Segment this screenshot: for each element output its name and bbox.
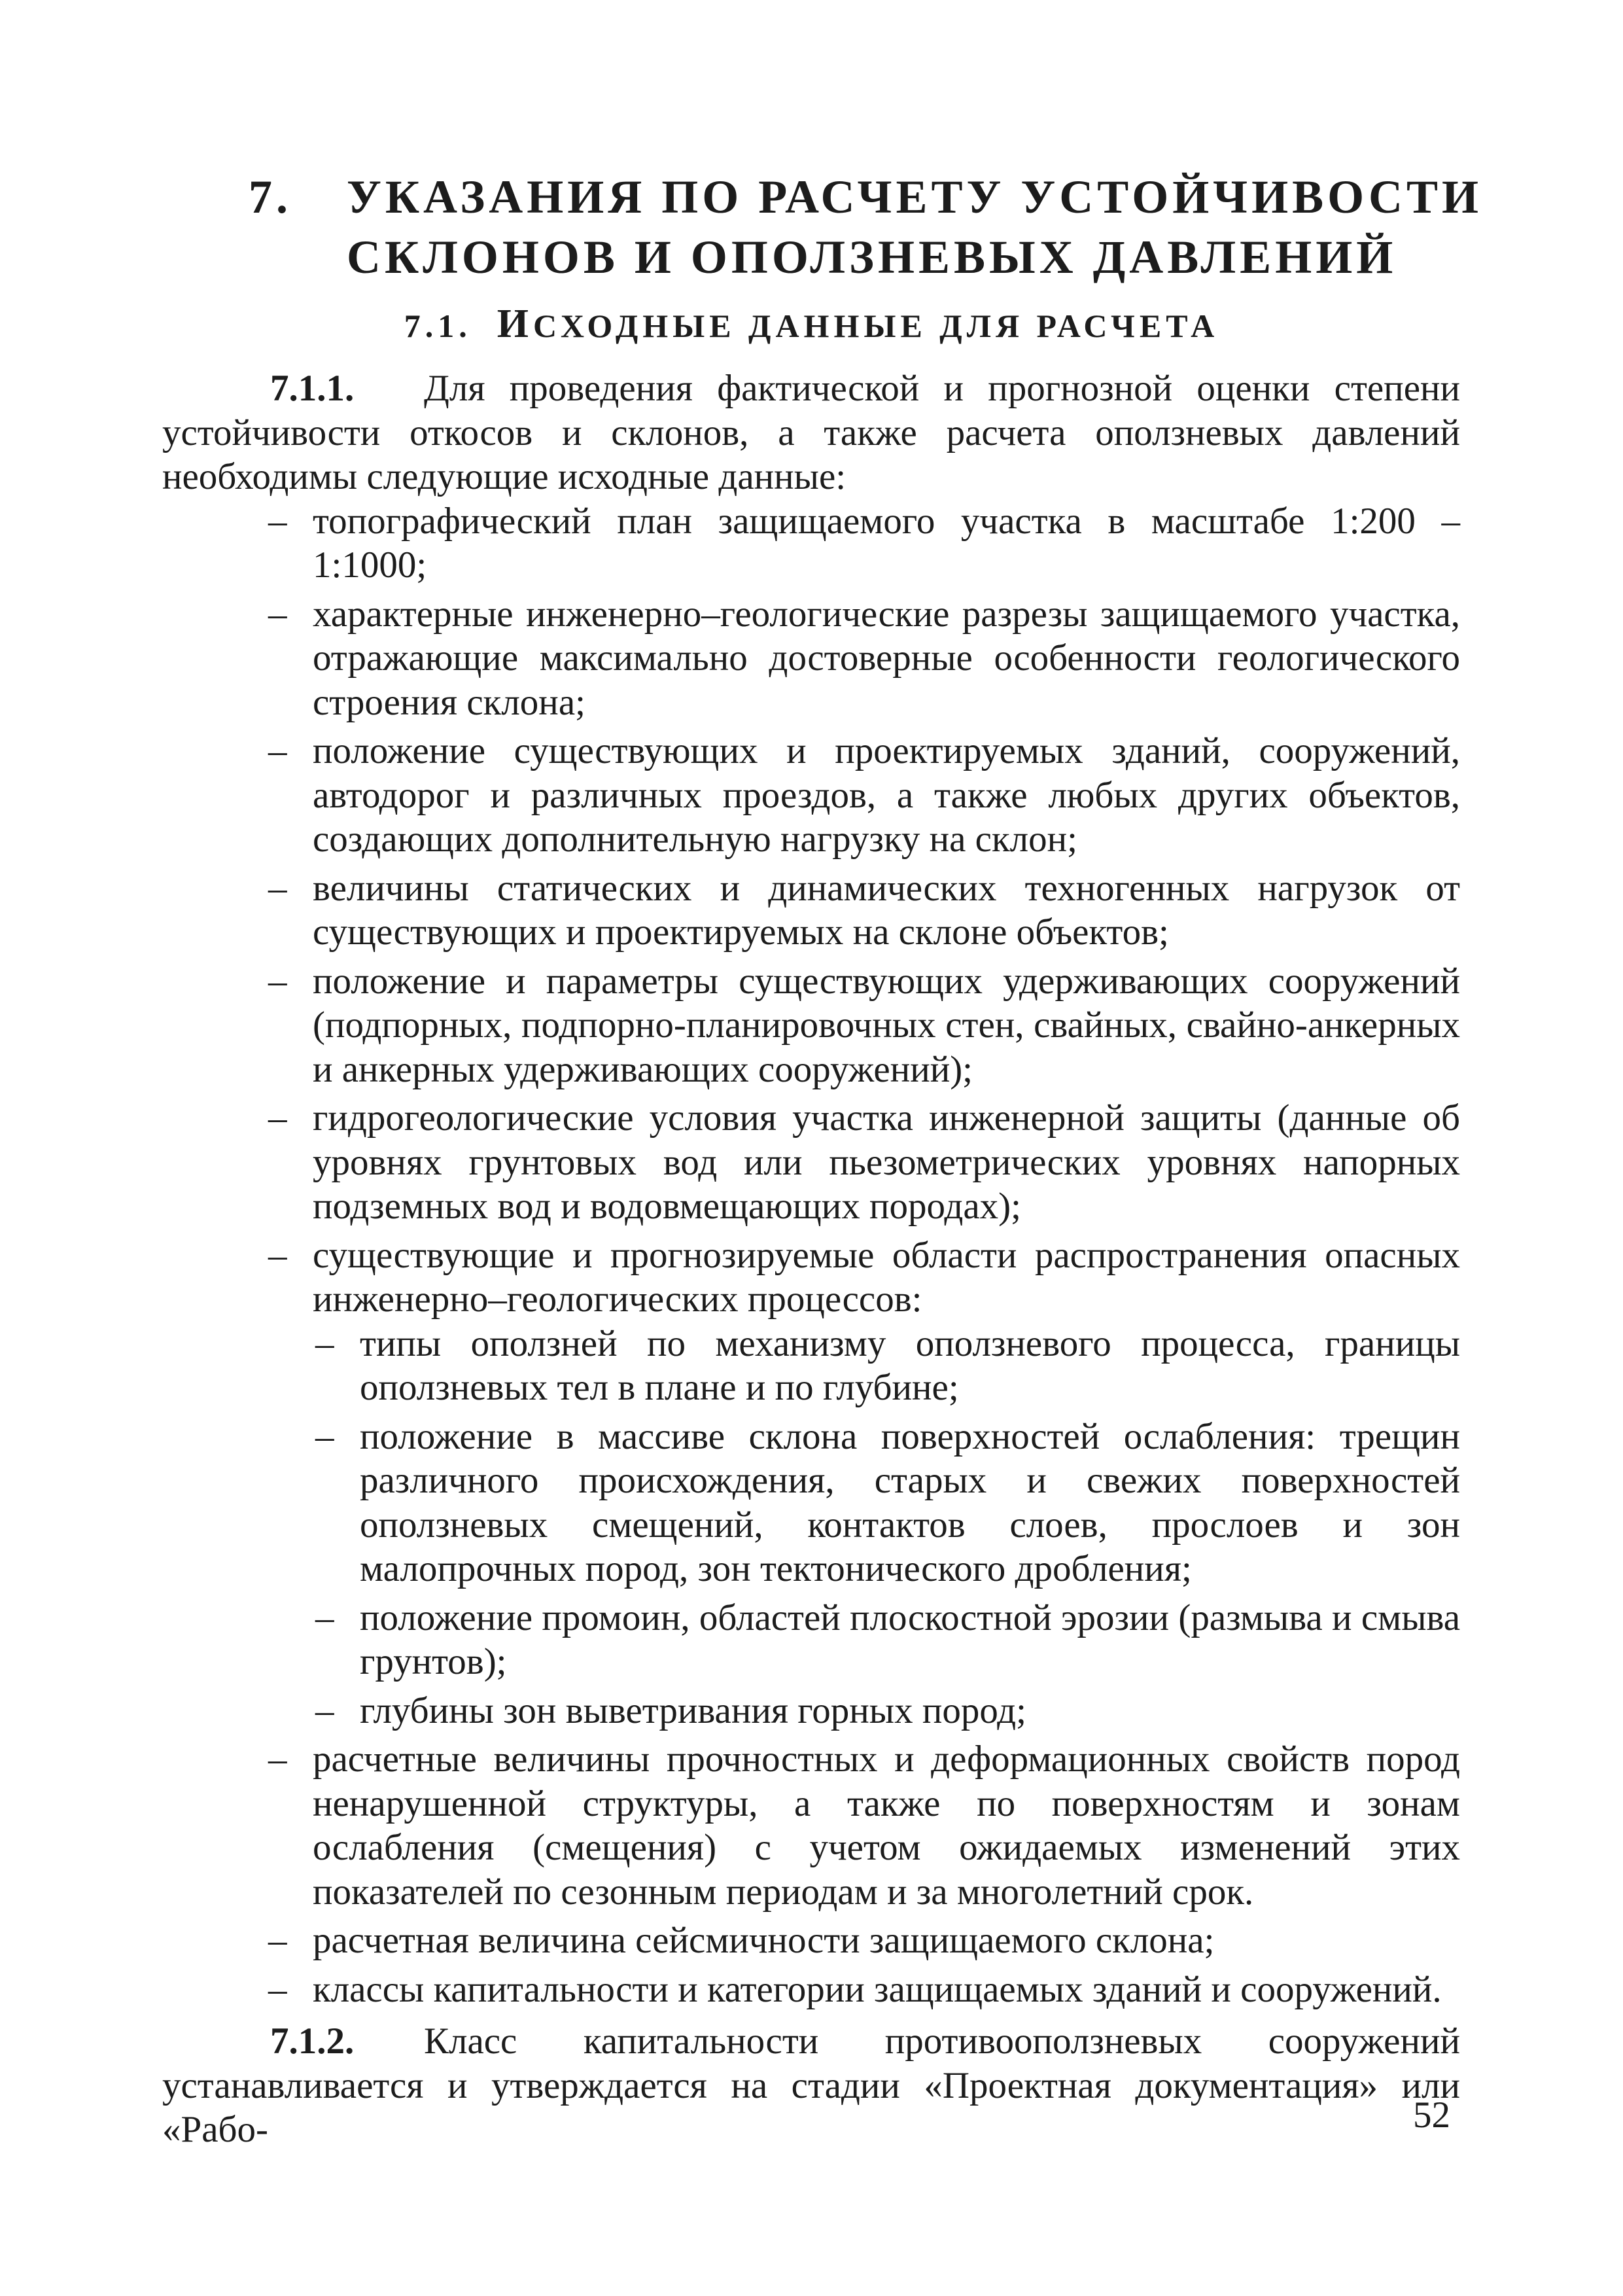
sublist-item-text: положение промоин, областей плоскостной эрозии (размыва и смыва грунтов); <box>360 1597 1460 1682</box>
dash-bullet: – <box>268 593 287 635</box>
dash-bullet: – <box>268 1097 287 1139</box>
sublist-item <box>315 1689 1460 1733</box>
dash-bullet: – <box>268 1234 287 1276</box>
dash-bullet: – <box>268 1968 287 2010</box>
sublist-item <box>315 1322 1460 1410</box>
sublist-item <box>315 1596 1460 1684</box>
dash-bullet: – <box>315 1689 334 1731</box>
dash-bullet: – <box>315 1597 334 1638</box>
list-item <box>268 729 1460 862</box>
list-item <box>268 592 1460 725</box>
sublist-item-text: глубины зон выветривания горных пород; <box>360 1689 1027 1731</box>
clause-7-1-2 <box>162 2019 1460 2152</box>
list-item <box>268 866 1460 955</box>
list-item <box>268 959 1460 1092</box>
section-title-rest: СХОДНЫЕ ДАННЫЕ ДЛЯ РАСЧЕТА <box>533 308 1219 344</box>
list-item-text: топографический план защищаемого участка в масштабе 1:200 – 1:1000; <box>313 500 1460 586</box>
processes-sublist <box>313 1322 1460 1733</box>
list-item <box>268 1968 1460 2012</box>
list-item-text: положение и параметры существующих удерживающих сооружений (подпорных, подпорно-планировочных стен, свайных, свайно-анкерных и анкерных удерживающих сооружений); <box>313 960 1460 1090</box>
list-item-text: классы капитальности и категории защищаемых зданий и сооружений. <box>313 1968 1442 2010</box>
list-item-text: характерные инженерно–геологические разрезы защищаемого участка, отражающие максимально достоверные особенности геологического строения склона; <box>313 593 1460 723</box>
list-item <box>268 1096 1460 1229</box>
dash-bullet: – <box>315 1322 334 1364</box>
sublist-item-text: типы оползней по механизму оползневого процесса, границы оползневых тел в плане и по глубине; <box>360 1322 1460 1408</box>
sublist-item-text: положение в массиве склона поверхностей ослабления: трещин различного происхождения, старых и свежих поверхностей оползневых смещений, контактов слоев, прослоев и зон малопрочных пород, зон тектонического дробления; <box>360 1415 1460 1589</box>
chapter-title-line1: УКАЗАНИЯ ПО РАСЧЕТУ УСТОЙЧИВОСТИ <box>347 171 1483 223</box>
list-item-text: расчетная величина сейсмичности защищаемого склона; <box>313 1920 1215 1961</box>
list-item-text: существующие и прогнозируемые области распространения опасных инженерно–геологических процессов: <box>313 1234 1460 1320</box>
section-number: 7.1. <box>404 308 472 344</box>
dash-bullet: – <box>268 730 287 771</box>
chapter-title <box>249 167 1492 287</box>
page-number: 52 <box>1413 2094 1450 2136</box>
list-item <box>268 1737 1460 1914</box>
chapter-title-line2: СКЛОНОВ И ОПОЛЗНЕВЫХ ДАВЛЕНИЙ <box>347 231 1397 283</box>
dash-bullet: – <box>268 960 287 1002</box>
dash-bullet: – <box>315 1415 334 1457</box>
list-item-text: величины статических и динамических техногенных нагрузок от существующих и проектируемых на склоне объектов; <box>313 867 1460 953</box>
list-item-text: расчетные величины прочностных и деформационных свойств пород ненарушенной структуры, а также по поверхностям и зонам ослабления (смещения) с учетом ожидаемых изменений этих показателей по сезонным периодам и за многолетний срок. <box>313 1739 1460 1913</box>
list-item <box>268 1918 1460 1963</box>
list-item <box>268 1233 1460 1733</box>
clause-text: Для проведения фактической и прогнозной оценки степени устойчивости откосов и склонов, а также расчета оползневых давлений необходимы следующие исходные данные: <box>162 368 1460 497</box>
dash-bullet: – <box>268 1920 287 1961</box>
section-title-initial: И <box>497 302 534 346</box>
clause-number: 7.1.2. <box>270 2021 355 2062</box>
list-item-text: положение существующих и проектируемых зданий, сооружений, автодорог и различных проездов, а также любых других объектов, создающих дополнительную нагрузку на склон; <box>313 730 1460 860</box>
section-title <box>0 301 1623 347</box>
sublist-item <box>315 1415 1460 1591</box>
body-text <box>162 366 1460 2152</box>
dash-bullet: – <box>268 1739 287 1780</box>
dash-bullet: – <box>268 867 287 909</box>
clause-text: Класс капитальности противооползневых сооружений устанавливается и утверждается на стадии «Проектная документация» или «Рабо- <box>162 2021 1460 2150</box>
clause-number: 7.1.1. <box>270 368 355 409</box>
chapter-number: 7. <box>249 171 292 223</box>
clause-7-1-1 <box>162 366 1460 499</box>
list-item-text: гидрогеологические условия участка инженерной защиты (данные об уровнях грунтовых вод или пьезометрических уровнях напорных подземных вод и водовмещающих породах); <box>313 1097 1460 1227</box>
dash-bullet: – <box>268 500 287 542</box>
list-item <box>268 499 1460 588</box>
requirements-list <box>162 499 1460 2012</box>
